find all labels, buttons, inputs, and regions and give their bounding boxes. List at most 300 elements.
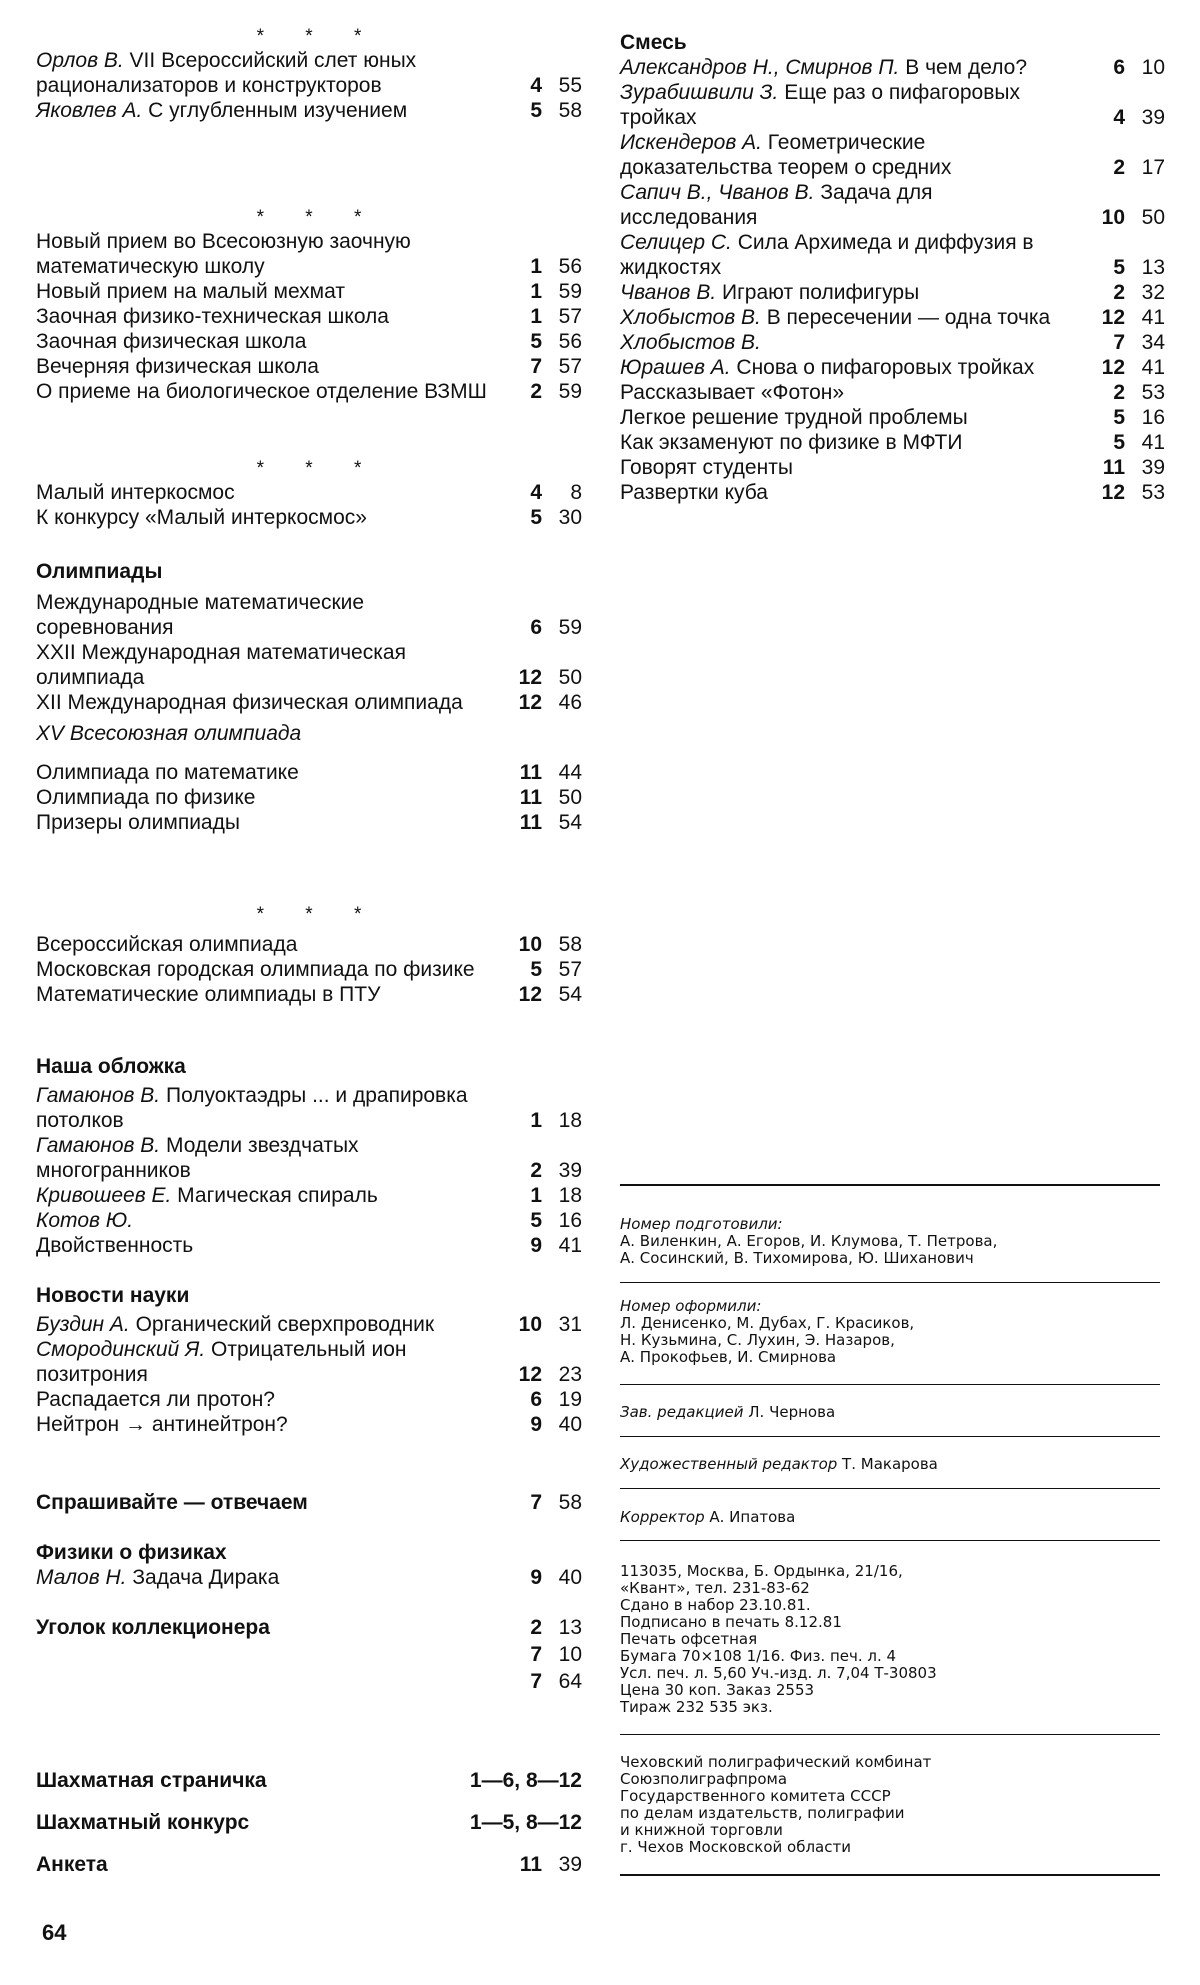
entry-title-text: Новый прием во Всесоюзную заочную математическую школу bbox=[36, 230, 411, 278]
entry-title bbox=[620, 355, 1081, 380]
issue-number: 12 bbox=[518, 666, 542, 689]
issue-number: 9 bbox=[530, 1566, 542, 1589]
issue-number: 5 bbox=[1113, 406, 1125, 429]
entry-title bbox=[36, 505, 498, 530]
entry-title-text: XII Международная физическая олимпиада bbox=[36, 691, 463, 714]
section-chess-contest bbox=[36, 1810, 582, 1835]
entry-title-text: Малый интеркосмос bbox=[36, 481, 235, 504]
entry-author: Чванов В. bbox=[620, 281, 717, 304]
entry-title bbox=[36, 640, 498, 690]
entry-author: Орлов В. bbox=[36, 49, 124, 72]
page-number: 56 bbox=[558, 255, 582, 278]
section-unnamed-1 bbox=[36, 26, 582, 123]
entry-title-text: Задача для исследования bbox=[620, 181, 933, 229]
section-heading: Физики о физиках bbox=[36, 1541, 227, 1564]
page-number: 64 bbox=[558, 1670, 582, 1693]
issue-number: 11 bbox=[519, 761, 542, 784]
issue-number: 6 bbox=[1113, 56, 1125, 79]
entry-title-text: В чем дело? bbox=[899, 56, 1028, 79]
section-survey bbox=[36, 1852, 582, 1877]
entry-author: Гамаюнов В. bbox=[36, 1134, 161, 1157]
issue-number: 5 bbox=[530, 99, 542, 122]
page-number: 19 bbox=[558, 1388, 582, 1411]
entry-title bbox=[620, 130, 1081, 180]
imprint-line: Н. Кузьмина, С. Лухин, Э. Назаров, bbox=[620, 1331, 895, 1349]
entry-title bbox=[36, 1183, 498, 1208]
issue-number: 7 bbox=[530, 1643, 542, 1666]
issue-number: 10 bbox=[518, 933, 542, 956]
entry-title bbox=[36, 1312, 498, 1337]
issue-number: 12 bbox=[518, 983, 542, 1006]
imprint-line: и книжной торговли bbox=[620, 1821, 783, 1839]
issue-number: 4 bbox=[530, 74, 542, 97]
page-number: 53 bbox=[1141, 481, 1165, 504]
entry-author: Яковлев А. bbox=[36, 99, 143, 122]
entry-title bbox=[36, 1083, 498, 1133]
index-entry bbox=[36, 48, 582, 98]
issue-number: 5 bbox=[530, 958, 542, 981]
imprint-label: Корректор bbox=[620, 1508, 705, 1526]
page-number: 53 bbox=[1141, 381, 1165, 404]
issue-number: 2 bbox=[530, 1159, 542, 1182]
section-heading: Шахматная страничка bbox=[36, 1769, 267, 1792]
page-number: 40 bbox=[558, 1413, 582, 1436]
section-heading: Шахматный конкурс bbox=[36, 1811, 250, 1834]
index-entry bbox=[36, 329, 582, 354]
entry-list bbox=[36, 932, 582, 1007]
imprint-line: А. Сосинский, В. Тихомирова, Ю. Шиханович bbox=[620, 1249, 974, 1267]
page-number-footer: 64 bbox=[42, 1920, 67, 1945]
entry-title bbox=[36, 229, 498, 279]
page-number: 54 bbox=[558, 983, 582, 1006]
issue-number: 12 bbox=[1101, 356, 1125, 379]
entry-title bbox=[36, 785, 498, 810]
issue-number: 5 bbox=[530, 330, 542, 353]
index-entry bbox=[620, 405, 1165, 430]
imprint-label: Художественный редактор bbox=[620, 1455, 838, 1473]
page-number: 50 bbox=[1141, 206, 1165, 229]
entry-title bbox=[36, 48, 498, 98]
entry-title-text: VII Всероссийский слет юных рационализаторов и конструкторов bbox=[36, 49, 417, 97]
entry-title-text: Задача Дирака bbox=[126, 1566, 280, 1589]
imprint-head-editor bbox=[620, 1404, 1160, 1421]
issue-range: 1—5, 8—12 bbox=[469, 1811, 582, 1834]
divider bbox=[620, 1874, 1160, 1876]
imprint-art-editor bbox=[620, 1456, 1160, 1473]
imprint-proofreader bbox=[620, 1509, 1160, 1526]
page-number: 18 bbox=[558, 1184, 582, 1207]
entry-author: Хлобыстов В. bbox=[620, 331, 761, 354]
section-physicists bbox=[36, 1540, 582, 1590]
index-entry bbox=[36, 957, 582, 982]
issue-number: 1 bbox=[530, 305, 542, 328]
issue-number: 12 bbox=[1101, 306, 1125, 329]
imprint-value: А. Ипатова bbox=[704, 1508, 796, 1526]
issue-number: 5 bbox=[1113, 431, 1125, 454]
section-heading: Уголок коллекционера bbox=[36, 1616, 270, 1639]
index-entry bbox=[620, 130, 1165, 180]
entry-title bbox=[620, 330, 1081, 355]
index-entry bbox=[620, 180, 1165, 230]
entry-title-text: Международные математические соревнования bbox=[36, 591, 365, 639]
section-heading: Наша обложка bbox=[36, 1055, 186, 1078]
page-number: 41 bbox=[558, 1234, 582, 1257]
issue-number: 9 bbox=[530, 1413, 542, 1436]
entry-title bbox=[36, 1565, 498, 1590]
entry-title bbox=[620, 55, 1081, 80]
page-number: 13 bbox=[558, 1616, 582, 1639]
entry-title-text: Двойственность bbox=[36, 1234, 194, 1257]
imprint-line: Государственного комитета СССР bbox=[620, 1787, 891, 1805]
imprint-label: Зав. редакцией bbox=[620, 1403, 744, 1421]
entry-title bbox=[620, 305, 1081, 330]
section-collector bbox=[36, 1615, 582, 1694]
entry-title-text: Олимпиада по физике bbox=[36, 786, 256, 809]
entry-title bbox=[620, 430, 1081, 455]
entry bbox=[36, 1669, 582, 1694]
entry-list bbox=[36, 590, 582, 715]
index-entry bbox=[36, 379, 582, 404]
index-entry bbox=[36, 982, 582, 1007]
entry-title-text: Сила Архимеда и диффузия в жидкостях bbox=[620, 231, 1034, 279]
entry-title-text: Как экзаменуют по физике в МФТИ bbox=[620, 431, 963, 454]
stars-separator: * * * bbox=[256, 458, 380, 479]
issue-number: 4 bbox=[530, 481, 542, 504]
page-number: 8 bbox=[570, 481, 582, 504]
entry-title bbox=[36, 810, 498, 835]
index-entry bbox=[620, 80, 1165, 130]
page-number: 39 bbox=[558, 1853, 582, 1876]
entry bbox=[36, 1810, 582, 1835]
page-number: 23 bbox=[558, 1363, 582, 1386]
entry-title-text: XXII Международная математическая олимпиада bbox=[36, 641, 406, 689]
section-unnamed-4 bbox=[36, 904, 582, 1007]
index-entry bbox=[620, 330, 1165, 355]
index-entry bbox=[36, 1183, 582, 1208]
page-number: 10 bbox=[1141, 56, 1165, 79]
entry-title-text: Распадается ли протон? bbox=[36, 1388, 275, 1411]
page-number: 16 bbox=[558, 1209, 582, 1232]
entry-title-text: Снова о пифагоровых тройках bbox=[730, 356, 1035, 379]
index-entry bbox=[36, 1312, 582, 1337]
entry-list bbox=[36, 760, 582, 835]
index-entry bbox=[620, 380, 1165, 405]
index-entry bbox=[36, 1083, 582, 1133]
page-number: 39 bbox=[1141, 106, 1165, 129]
index-entry bbox=[36, 505, 582, 530]
index-entry bbox=[36, 1565, 582, 1590]
issue-number: 10 bbox=[518, 1313, 542, 1336]
issue-number: 1 bbox=[530, 1109, 542, 1132]
entry-author: Сапич В., Чванов В. bbox=[620, 181, 815, 204]
entry bbox=[36, 1615, 582, 1640]
page-number: 59 bbox=[558, 380, 582, 403]
entry-title bbox=[36, 1208, 498, 1233]
entry-title-text: Призеры олимпиады bbox=[36, 811, 240, 834]
issue-number: 12 bbox=[518, 691, 542, 714]
index-entry bbox=[36, 229, 582, 279]
issue-number: 6 bbox=[530, 616, 542, 639]
page-number: 57 bbox=[558, 305, 582, 328]
divider bbox=[620, 1488, 1160, 1489]
stars-separator: * * * bbox=[256, 207, 380, 228]
entry-author: Селицер С. bbox=[620, 231, 732, 254]
imprint-line: Сдано в набор 23.10.81. bbox=[620, 1596, 811, 1614]
entry-title bbox=[36, 760, 498, 785]
entry bbox=[36, 1768, 582, 1793]
index-entry bbox=[36, 1337, 582, 1387]
index-entry bbox=[36, 932, 582, 957]
issue-number: 7 bbox=[530, 355, 542, 378]
issue-number: 1 bbox=[530, 1184, 542, 1207]
page-number: 18 bbox=[558, 1109, 582, 1132]
imprint-line: Подписано в печать 8.12.81 bbox=[620, 1613, 842, 1631]
entry-title bbox=[36, 354, 498, 379]
imprint-details bbox=[620, 1563, 1160, 1716]
index-entry bbox=[36, 279, 582, 304]
page-number: 13 bbox=[1141, 256, 1165, 279]
index-entry bbox=[620, 305, 1165, 330]
entry-list bbox=[36, 229, 582, 404]
entry-title bbox=[36, 329, 498, 354]
entry-title-text: Олимпиада по математике bbox=[36, 761, 299, 784]
entry-title bbox=[620, 80, 1081, 130]
imprint-line: по делам издательств, полиграфии bbox=[620, 1804, 905, 1822]
entry-title-text: Математические олимпиады в ПТУ bbox=[36, 983, 381, 1006]
entry bbox=[36, 1490, 582, 1515]
section-unnamed-2 bbox=[36, 207, 582, 404]
issue-number: 7 bbox=[530, 1670, 542, 1693]
entry-author: Малов Н. bbox=[36, 1566, 127, 1589]
index-entry bbox=[620, 280, 1165, 305]
page-number: 34 bbox=[1141, 331, 1165, 354]
page-number: 58 bbox=[558, 1491, 582, 1514]
entry-list bbox=[36, 1565, 582, 1590]
imprint-line: Союзполиграфпрома bbox=[620, 1770, 788, 1788]
page-number: 58 bbox=[558, 933, 582, 956]
index-entry bbox=[36, 785, 582, 810]
entry-title bbox=[36, 1387, 498, 1412]
page-number: 17 bbox=[1141, 156, 1165, 179]
entry-title bbox=[36, 957, 498, 982]
page-number: 50 bbox=[558, 666, 582, 689]
entry-title-text: Модели звездчатых многогранников bbox=[36, 1134, 359, 1182]
page-number: 44 bbox=[558, 761, 582, 784]
entry-title-text: Геометрические доказательства теорем о средних bbox=[620, 131, 952, 179]
issue-number: 2 bbox=[530, 1616, 542, 1639]
index-entry bbox=[36, 810, 582, 835]
issue-number: 2 bbox=[1113, 156, 1125, 179]
imprint-line: Печать офсетная bbox=[620, 1630, 758, 1648]
imprint-label: Номер оформили: bbox=[620, 1297, 762, 1315]
issue-number: 9 bbox=[530, 1234, 542, 1257]
issue-number: 5 bbox=[530, 1209, 542, 1232]
imprint-line: А. Прокофьев, И. Смирнова bbox=[620, 1348, 837, 1366]
imprint-line: Л. Денисенко, М. Дубах, Г. Красиков, bbox=[620, 1314, 915, 1332]
page-number: 46 bbox=[558, 691, 582, 714]
entry-author: Искендеров А. bbox=[620, 131, 762, 154]
page-number: 39 bbox=[558, 1159, 582, 1182]
page-number: 40 bbox=[558, 1566, 582, 1589]
entry-title-text: Заочная физическая школа bbox=[36, 330, 307, 353]
imprint-value: Т. Макарова bbox=[837, 1455, 938, 1473]
entry-title-text: О приеме на биологическое отделение ВЗМШ bbox=[36, 380, 487, 403]
page-number: 59 bbox=[558, 280, 582, 303]
imprint-line: Чеховский полиграфический комбинат bbox=[620, 1753, 932, 1771]
index-entry bbox=[36, 640, 582, 690]
entry-title-text: Рассказывает «Фотон» bbox=[620, 381, 845, 404]
entry-list bbox=[36, 1312, 582, 1437]
entry-title-text: Московская городская олимпиада по физике bbox=[36, 958, 475, 981]
index-entry bbox=[36, 1133, 582, 1183]
issue-number: 11 bbox=[519, 1853, 542, 1876]
page-number: 10 bbox=[558, 1643, 582, 1666]
divider bbox=[620, 1184, 1160, 1186]
index-entry bbox=[36, 760, 582, 785]
issue-number: 12 bbox=[518, 1363, 542, 1386]
entry-title bbox=[36, 304, 498, 329]
divider bbox=[620, 1384, 1160, 1385]
page-number: 16 bbox=[1141, 406, 1165, 429]
imprint-line: Тираж 232 535 экз. bbox=[620, 1698, 773, 1716]
page-number: 56 bbox=[558, 330, 582, 353]
entry-title-text: Заочная физико-техническая школа bbox=[36, 305, 389, 328]
index-entry bbox=[620, 355, 1165, 380]
index-entry bbox=[620, 480, 1165, 505]
issue-number: 5 bbox=[530, 506, 542, 529]
imprint-line: «Квант», тел. 231-83-62 bbox=[620, 1579, 810, 1597]
entry-title-text: Развертки куба bbox=[620, 481, 768, 504]
index-entry bbox=[36, 480, 582, 505]
entry-title bbox=[36, 1233, 498, 1258]
imprint-designed bbox=[620, 1298, 1160, 1366]
page-number: 30 bbox=[558, 506, 582, 529]
entry-title bbox=[36, 982, 498, 1007]
issue-number: 10 bbox=[1101, 206, 1125, 229]
entry-author: Зурабишвили З. bbox=[620, 81, 779, 104]
entry-title-text: С углубленным изучением bbox=[142, 99, 408, 122]
issue-number: 12 bbox=[1101, 481, 1125, 504]
issue-number: 1 bbox=[530, 280, 542, 303]
section-chess-page bbox=[36, 1768, 582, 1793]
imprint-label: Номер подготовили: bbox=[620, 1215, 783, 1233]
entry-title-text: К конкурсу «Малый интеркосмос» bbox=[36, 506, 367, 529]
imprint-line: Усл. печ. л. 5,60 Уч.-изд. л. 7,04 Т-30803 bbox=[620, 1664, 937, 1682]
index-entry bbox=[36, 690, 582, 715]
page-number: 41 bbox=[1141, 356, 1165, 379]
section-ask bbox=[36, 1490, 582, 1515]
entry-author: Хлобыстов В. bbox=[620, 306, 761, 329]
entry-list bbox=[36, 48, 582, 123]
entry-title-text: Легкое решение трудной проблемы bbox=[620, 406, 968, 429]
index-entry bbox=[36, 590, 582, 640]
section-heading: Спрашивайте — отвечаем bbox=[36, 1491, 308, 1514]
entry-author: Кривошеев Е. bbox=[36, 1184, 172, 1207]
entry-title-text: В пересечении — одна точка bbox=[760, 306, 1051, 329]
entry-author: Котов Ю. bbox=[36, 1209, 134, 1232]
index-entry bbox=[36, 304, 582, 329]
entry-title bbox=[36, 98, 498, 123]
entry-title-text: Играют полифигуры bbox=[716, 281, 920, 304]
imprint-line: Бумага 70×108 1/16. Физ. печ. л. 4 bbox=[620, 1647, 897, 1665]
imprint-printer bbox=[620, 1754, 1160, 1856]
entry-list bbox=[620, 55, 1165, 505]
entry-title-text: Говорят студенты bbox=[620, 456, 793, 479]
imprint-line: А. Виленкин, А. Егоров, И. Клумова, Т. Петрова, bbox=[620, 1232, 998, 1250]
entry-author: Александров Н., Смирнов П. bbox=[620, 56, 900, 79]
entry-title bbox=[620, 380, 1081, 405]
entry-title-text: Органический сверхпроводник bbox=[129, 1313, 435, 1336]
section-mix bbox=[620, 30, 1165, 505]
issue-number: 7 bbox=[530, 1491, 542, 1514]
issue-number: 1 bbox=[530, 255, 542, 278]
page-number: 39 bbox=[1141, 456, 1165, 479]
issue-number: 2 bbox=[530, 380, 542, 403]
issue-number: 2 bbox=[1113, 381, 1125, 404]
index-entry bbox=[620, 55, 1165, 80]
entry-title-text: Всероссийская олимпиада bbox=[36, 933, 298, 956]
page-number: 31 bbox=[558, 1313, 582, 1336]
index-entry bbox=[36, 354, 582, 379]
divider bbox=[620, 1282, 1160, 1283]
index-entry bbox=[36, 1412, 582, 1437]
imprint-value: Л. Чернова bbox=[743, 1403, 836, 1421]
entry-author: Смородинский Я. bbox=[36, 1338, 206, 1361]
page-number: 55 bbox=[558, 74, 582, 97]
entry-title bbox=[620, 180, 1081, 230]
page-number: 58 bbox=[558, 99, 582, 122]
imprint-line: г. Чехов Московской области bbox=[620, 1838, 851, 1856]
entry-author: Гамаюнов В. bbox=[36, 1084, 161, 1107]
page-number: 41 bbox=[1141, 306, 1165, 329]
page-number: 50 bbox=[558, 786, 582, 809]
entry-title-text: Новый прием на малый мехмат bbox=[36, 280, 345, 303]
page-number: 41 bbox=[1141, 431, 1165, 454]
entry-title-text: Еще раз о пифагоровых тройках bbox=[620, 81, 1020, 129]
entry-title bbox=[36, 1412, 498, 1437]
issue-number: 4 bbox=[1113, 106, 1125, 129]
entry-list bbox=[36, 1083, 582, 1258]
index-entry bbox=[620, 430, 1165, 455]
page-number: 54 bbox=[558, 811, 582, 834]
index-entry bbox=[36, 1387, 582, 1412]
entry-title bbox=[36, 480, 498, 505]
entry bbox=[36, 1642, 582, 1667]
entry-title bbox=[36, 279, 498, 304]
imprint-line: 113035, Москва, Б. Ордынка, 21/16, bbox=[620, 1562, 903, 1580]
entry-title bbox=[36, 379, 498, 404]
entry bbox=[36, 1852, 582, 1877]
entry-title bbox=[620, 280, 1081, 305]
section-heading: Новости науки bbox=[36, 1284, 190, 1307]
entry-title bbox=[620, 455, 1081, 480]
index-entry bbox=[36, 1208, 582, 1233]
entry-title-text: Отрицательный ион позитрония bbox=[36, 1338, 407, 1386]
divider bbox=[620, 1436, 1160, 1437]
entry-title bbox=[620, 480, 1081, 505]
index-entry bbox=[620, 455, 1165, 480]
section-olympiads bbox=[36, 559, 582, 835]
stars-separator: * * * bbox=[256, 26, 380, 47]
entry-list bbox=[36, 480, 582, 530]
entry-title bbox=[36, 1337, 498, 1387]
stars-separator: * * * bbox=[256, 904, 380, 925]
page-number: 32 bbox=[1141, 281, 1165, 304]
issue-range: 1—6, 8—12 bbox=[469, 1769, 582, 1792]
section-unnamed-3 bbox=[36, 458, 582, 530]
index-entry bbox=[620, 230, 1165, 280]
section-heading: Олимпиады bbox=[36, 560, 163, 583]
